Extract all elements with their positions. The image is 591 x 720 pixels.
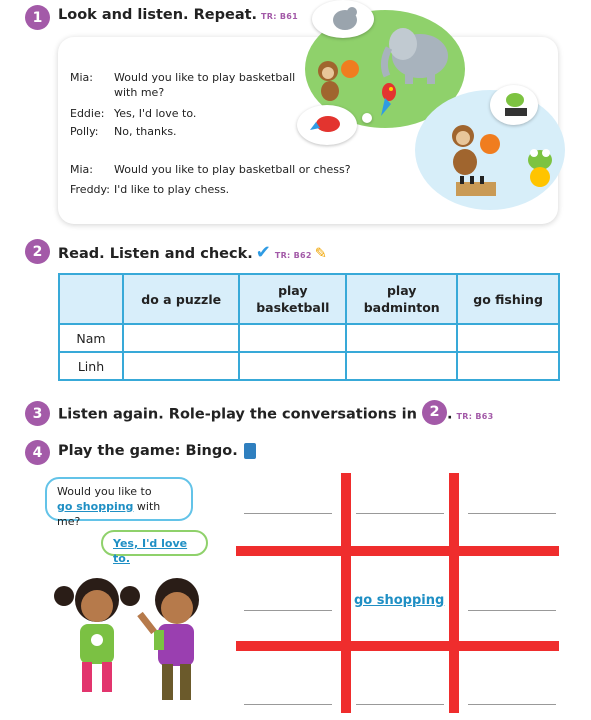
track-b62[interactable]: TR: B62 bbox=[274, 251, 312, 260]
table-row bbox=[59, 324, 559, 352]
parrot-icon bbox=[375, 78, 405, 118]
bingo-blank[interactable] bbox=[356, 704, 444, 705]
check-cell[interactable] bbox=[123, 324, 239, 352]
table-header-badminton: play badminton bbox=[346, 274, 457, 324]
section-4-badge: 4 bbox=[25, 440, 50, 465]
speech-bubble-answer: Yes, I'd love to. bbox=[101, 530, 208, 556]
bingo-vertical-line-1 bbox=[341, 473, 351, 713]
bingo-vertical-line-2 bbox=[449, 473, 459, 713]
dialog-line-freddy: Freddy: I'd like to play chess. bbox=[70, 183, 230, 196]
section-1-badge: 1 bbox=[25, 5, 50, 30]
track-b61[interactable]: TR: B61 bbox=[261, 12, 298, 21]
bingo-horizontal-line-1 bbox=[236, 546, 559, 556]
frog-icon bbox=[520, 145, 560, 195]
section-2-title-text: Read. Listen and check. bbox=[58, 246, 253, 262]
section-3-title-text: Listen again. Role-play the conversations in bbox=[58, 406, 417, 423]
check-cell[interactable] bbox=[346, 352, 457, 380]
bingo-blank[interactable] bbox=[244, 513, 332, 514]
check-cell[interactable] bbox=[239, 324, 346, 352]
dialog-line-eddie: Eddie: Yes, I'd love to. bbox=[70, 107, 197, 120]
frog-chess-small-icon bbox=[495, 88, 533, 122]
check-icon: ✔ bbox=[255, 242, 271, 263]
elephant-small-icon bbox=[330, 2, 360, 34]
section-2-badge: 2 bbox=[25, 239, 50, 264]
section-1-title-text: Look and listen. Repeat. bbox=[58, 7, 258, 23]
table-header-empty bbox=[59, 274, 123, 324]
thought-dot-1 bbox=[362, 113, 372, 123]
bingo-blank[interactable] bbox=[244, 704, 332, 705]
bingo-center-cell bbox=[354, 593, 444, 608]
check-cell[interactable] bbox=[457, 324, 559, 352]
check-table bbox=[58, 273, 560, 381]
monkey-basketball-icon bbox=[312, 55, 362, 105]
bingo-center-text: go shopping bbox=[354, 593, 445, 608]
dialog-line-mia-1: Mia: Would you like to play basketball with me? bbox=[70, 71, 296, 99]
section-4-title bbox=[58, 443, 256, 459]
section-ref-badge: 2 bbox=[422, 400, 447, 425]
table-row bbox=[59, 352, 559, 380]
bingo-blank[interactable] bbox=[356, 513, 444, 514]
section-3-title: Listen again. Role-play the conversations in 2 . TR: B63 bbox=[58, 404, 493, 425]
go-shopping-link[interactable]: go shopping bbox=[57, 500, 134, 513]
table-header-basketball: play basketball bbox=[239, 274, 346, 324]
section-2-title bbox=[58, 242, 327, 263]
row-name-linh: Linh bbox=[59, 352, 123, 380]
table-header-fishing: go fishing bbox=[457, 274, 559, 324]
bingo-blank[interactable] bbox=[468, 610, 556, 611]
check-cell[interactable] bbox=[346, 324, 457, 352]
section-1-title bbox=[58, 7, 298, 23]
bingo-blank[interactable] bbox=[244, 610, 332, 611]
section-4-title-text: Play the game: Bingo. bbox=[58, 443, 238, 459]
monkey-chess-icon bbox=[438, 120, 508, 210]
notebook-icon bbox=[244, 443, 256, 459]
table-header-row bbox=[59, 274, 559, 324]
table-header-puzzle: do a puzzle bbox=[123, 274, 239, 324]
bingo-blank[interactable] bbox=[468, 513, 556, 514]
check-cell[interactable] bbox=[457, 352, 559, 380]
pencil-icon: ✎ bbox=[314, 246, 327, 262]
parrot-small-icon bbox=[310, 108, 346, 142]
dialog-line-polly: Polly: No, thanks. bbox=[70, 125, 177, 138]
row-name-nam: Nam bbox=[59, 324, 123, 352]
check-cell[interactable] bbox=[239, 352, 346, 380]
bingo-blank[interactable] bbox=[468, 704, 556, 705]
bingo-horizontal-line-2 bbox=[236, 641, 559, 651]
track-b63[interactable]: TR: B63 bbox=[456, 411, 494, 421]
speech-bubble-question: Would you like to go shopping with me? bbox=[45, 477, 193, 521]
check-cell[interactable] bbox=[123, 352, 239, 380]
section-3-badge: 3 bbox=[25, 401, 50, 426]
dialog-line-mia-2: Mia: Would you like to play basketball or chess? bbox=[70, 163, 351, 176]
children-illustration bbox=[42, 562, 222, 712]
